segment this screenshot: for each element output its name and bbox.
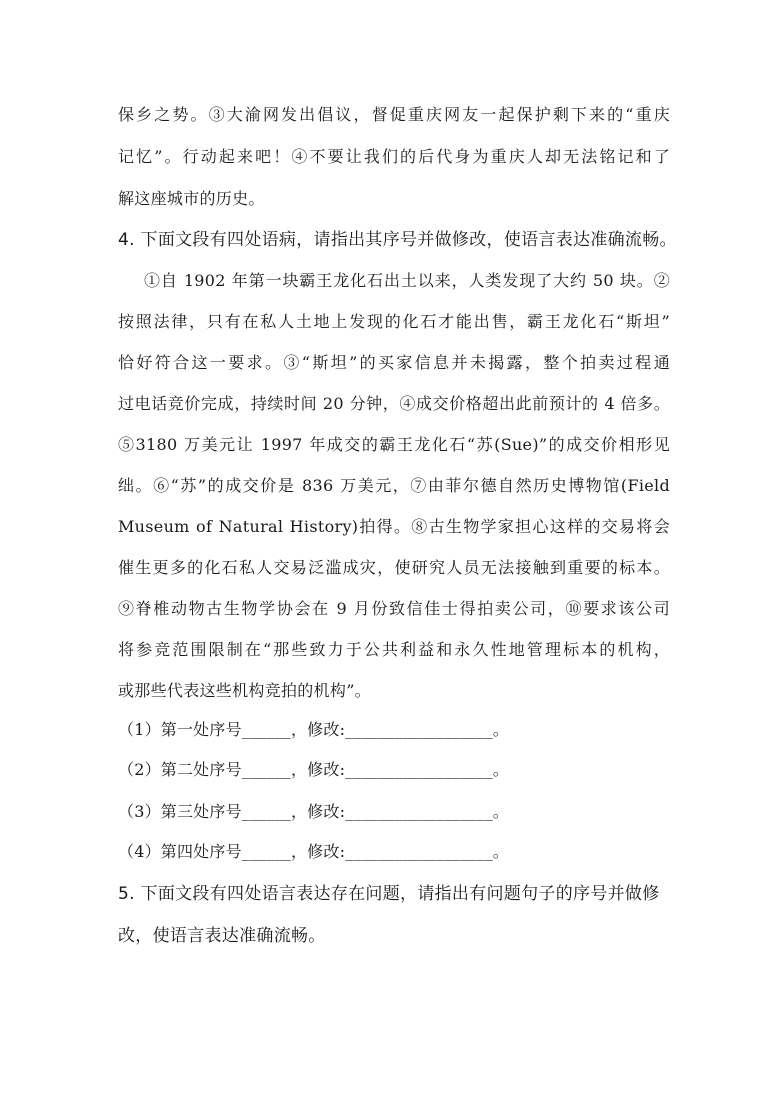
question-prompt: . 下面文段有四处语言表达存在问题，请指出有问题句子的序号并做修 (129, 884, 660, 904)
passage-line: ⑤3180 万美元让 1997 年成交的霸王龙化石“苏(Sue)”的成交价相形见 (118, 435, 670, 454)
question-number: 4 (118, 230, 130, 250)
question-5-heading (118, 883, 660, 905)
question-4-heading (118, 229, 677, 251)
passage-line: 恰好符合这一要求。③“斯坦”的买家信息并未揭露，整个拍卖过程通 (118, 353, 670, 372)
question-prompt-continued: 改，使语言表达准确流畅。 (118, 926, 326, 946)
passage-line: 催生更多的化石私人交易泛滥成灾，使研究人员无法接触到重要的标本。 (118, 558, 670, 577)
question-prompt: . 下面文段有四处语病，请指出其序号并做修改，使语言表达准确流畅。 (129, 230, 677, 250)
answer-line-3: （3）第三处序号______，修改:__________________。 (118, 802, 509, 821)
answer-line-2: （2）第二处序号______，修改:__________________。 (118, 760, 509, 779)
question-number: 5 (118, 884, 130, 904)
passage-line: Museum of Natural History)拍得。⑧古生物学家担心这样的交易将会 (118, 517, 670, 536)
passage-line: ⑨脊椎动物古生物学协会在 9 月份致信佳士得拍卖公司，⑩要求该公司 (118, 599, 670, 618)
passage-line: 将参竞范围限制在“那些致力于公共利益和永久性地管理标本的机构， (118, 640, 670, 659)
answer-line-1: （1）第一处序号______，修改:__________________。 (118, 720, 509, 739)
passage-line: ①自 1902 年第一块霸王龙化石出土以来，人类发现了大约 50 块。② (144, 271, 670, 290)
text-line: 解这座城市的历史。 (118, 189, 265, 208)
text-line: 保乡之势。③大渝网发出倡议，督促重庆网友一起保护剩下来的“重庆 (118, 105, 670, 124)
passage-line: 过电话竞价完成，持续时间 20 分钟，④成交价格超出此前预计的 4 倍多。 (118, 394, 670, 413)
answer-line-4: （4）第四处序号______，修改:__________________。 (118, 842, 509, 861)
passage-line: 绌。⑥“苏”的成交价是 836 万美元，⑦由菲尔德自然历史博物馆(Field (118, 476, 670, 495)
passage-line: 按照法律，只有在私人土地上发现的化石才能出售，霸王龙化石“斯坦” (118, 312, 670, 331)
text-line: 记忆”。行动起来吧！④不要让我们的后代身为重庆人却无法铭记和了 (118, 147, 670, 166)
passage-line: 或那些代表这些机构竞拍的机构”。 (118, 681, 371, 700)
